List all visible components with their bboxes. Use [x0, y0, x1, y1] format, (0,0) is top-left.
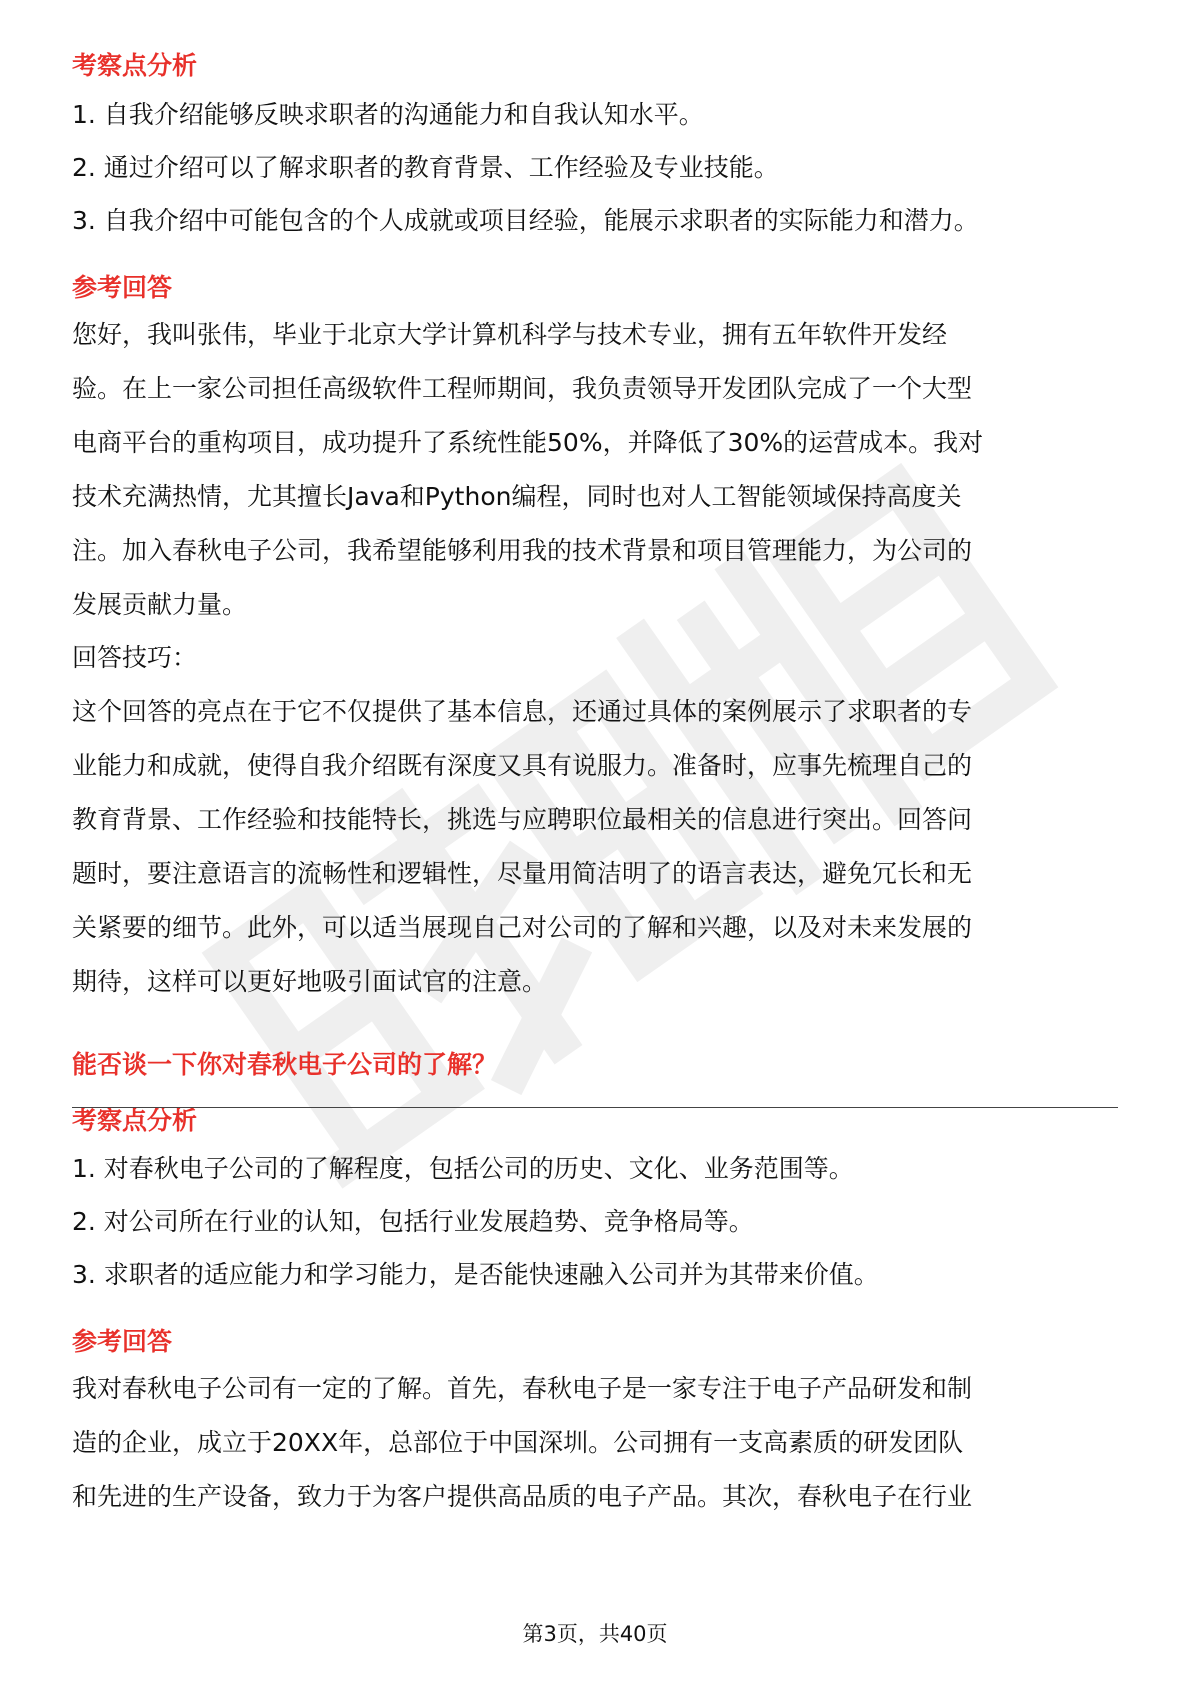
answer-heading: 参考回答: [72, 1327, 173, 1356]
analysis-point: 3. 求职者的适应能力和学习能力，是否能快速融入公司并为其带来价值。: [72, 1260, 879, 1289]
section-divider: [72, 1107, 1118, 1108]
answer-line: 验。在上一家公司担任高级软件工程师期间，我负责领导开发团队完成了一个大型: [72, 374, 973, 403]
answer-line: 我对春秋电子公司有一定的了解。首先，春秋电子是一家专注于电子产品研发和制: [72, 1374, 973, 1403]
tips-line: 业能力和成就，使得自我介绍既有深度又具有说服力。准备时，应事先梳理自己的: [72, 751, 973, 780]
tips-line: 期待，这样可以更好地吸引面试官的注意。: [72, 967, 548, 996]
page-number: 第3页，共40页: [522, 1622, 668, 1646]
question-title: 能否谈一下你对春秋电子公司的了解？: [72, 1050, 498, 1079]
answer-line: 发展贡献力量。: [72, 590, 248, 619]
tips-line: 关紧要的细节。此外，可以适当展现自己对公司的了解和兴趣，以及对未来发展的: [72, 913, 973, 942]
analysis-point: 2. 通过介绍可以了解求职者的教育背景、工作经验及专业技能。: [72, 153, 779, 182]
tips-label: 回答技巧：: [72, 643, 198, 672]
analysis-point: 2. 对公司所在行业的认知，包括行业发展趋势、竞争格局等。: [72, 1207, 754, 1236]
analysis-point: 3. 自我介绍中可能包含的个人成就或项目经验，能展示求职者的实际能力和潜力。: [72, 206, 979, 235]
answer-line: 技术充满热情，尤其擅长Java和Python编程，同时也对人工智能领域保持高度关: [72, 482, 962, 511]
tips-line: 教育背景、工作经验和技能特长，挑选与应聘职位最相关的信息进行突出。回答问: [72, 805, 973, 834]
answer-line: 注。加入春秋电子公司，我希望能够利用我的技术背景和项目管理能力，为公司的: [72, 536, 973, 565]
analysis-point: 1. 对春秋电子公司的了解程度，包括公司的历史、文化、业务范围等。: [72, 1154, 854, 1183]
answer-line: 您好，我叫张伟，毕业于北京大学计算机科学与技术专业，拥有五年软件开发经: [72, 320, 948, 349]
analysis-heading: 考察点分析: [72, 1106, 198, 1135]
analysis-heading: 考察点分析: [72, 51, 198, 80]
answer-line: 造的企业，成立于20XX年，总部位于中国深圳。公司拥有一支高素质的研发团队: [72, 1428, 964, 1457]
tips-line: 题时，要注意语言的流畅性和逻辑性，尽量用简洁明了的语言表达，避免冗长和无: [72, 859, 973, 888]
answer-line: 和先进的生产设备，致力于为客户提供高品质的电子产品。其次，春秋电子在行业: [72, 1482, 973, 1511]
answer-heading: 参考回答: [72, 273, 173, 302]
tips-line: 这个回答的亮点在于它不仅提供了基本信息，还通过具体的案例展示了求职者的专: [72, 697, 973, 726]
answer-line: 电商平台的重构项目，成功提升了系统性能50%，并降低了30%的运营成本。我对: [72, 428, 984, 457]
analysis-point: 1. 自我介绍能够反映求职者的沟通能力和自我认知水平。: [72, 100, 704, 129]
